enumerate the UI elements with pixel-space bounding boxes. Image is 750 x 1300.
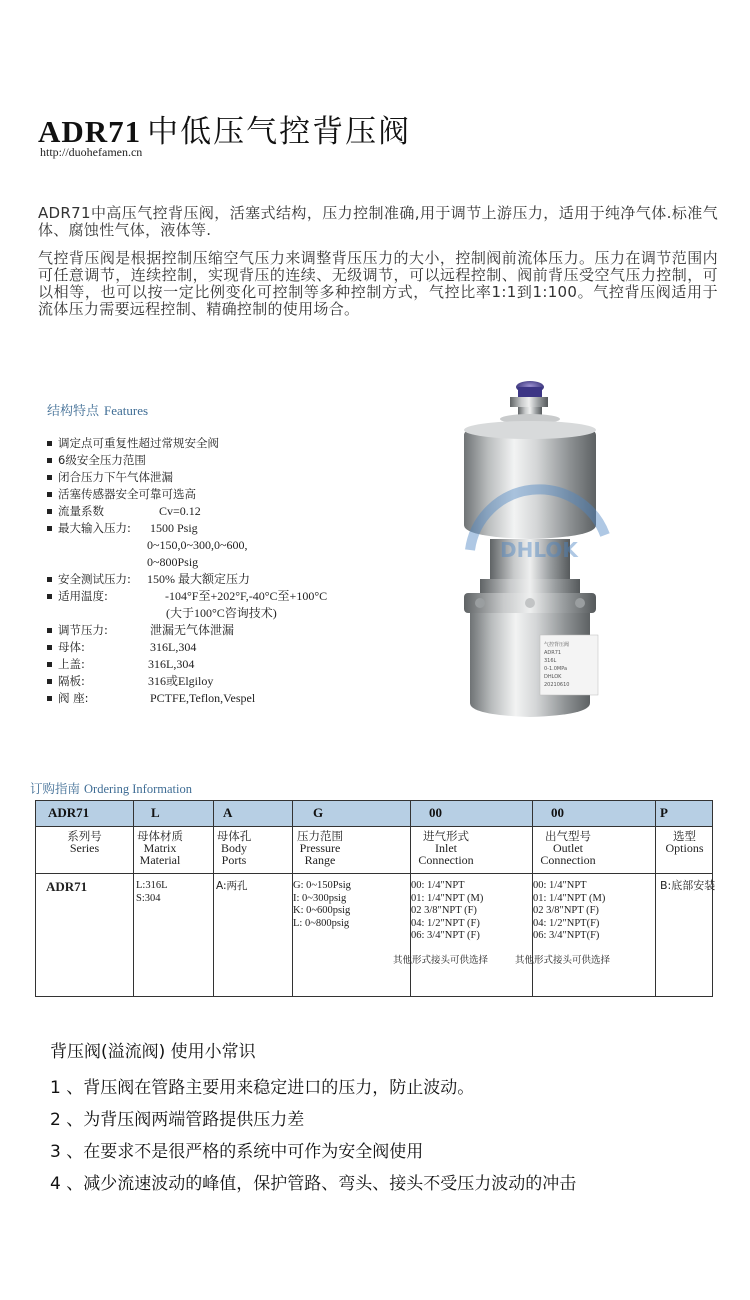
tip-item: 1 、背压阀在管路主要用来稳定进口的压力，防止波动。 [50, 1078, 475, 1098]
bolt-icon [525, 598, 535, 608]
feature-value: 150% 最大额定压力 [147, 572, 250, 586]
bullet-icon [47, 509, 52, 514]
feature-item-continued [47, 537, 447, 554]
features-list [47, 435, 447, 707]
feature-value: 316L,304 [148, 657, 195, 671]
feature-label: 6级安全压力范围 [58, 453, 146, 467]
feature-value: 0~150,0~300,0~600, [147, 538, 248, 552]
feature-label: 适用温度: [58, 589, 108, 603]
bullet-icon [47, 526, 52, 531]
bullet-icon [47, 594, 52, 599]
column-caption-en: Series [69, 841, 100, 855]
column-caption [533, 830, 603, 866]
column-code: P [660, 805, 668, 820]
feature-item [47, 639, 447, 656]
tip-item: 2 、为背压阀两端管路提供压力差 [50, 1110, 305, 1130]
column-caption [411, 830, 481, 866]
column-caption-en: Outlet Connection [540, 841, 596, 867]
table-note: 其他形式接头可供选择 [393, 955, 489, 966]
column-code: A [223, 805, 233, 820]
table-note: 其他形式接头可供选择 [515, 955, 611, 966]
bullet-icon [47, 696, 52, 701]
bullet-icon [47, 679, 52, 684]
website-url: http://duohefamen.cn [40, 145, 143, 159]
table-cell: B:底部安装 [660, 879, 716, 892]
feature-item [47, 469, 447, 486]
table-column-inlet [393, 801, 532, 996]
feature-label: 调节压力: [58, 623, 108, 637]
bullet-icon [47, 441, 52, 446]
feature-label: 上盖: [58, 657, 85, 671]
watermark-text: DHLOK [500, 538, 578, 562]
bullet-icon [47, 645, 52, 650]
features-heading-zh: 结构特点 [47, 404, 100, 419]
bullet-icon [47, 662, 52, 667]
bolt-icon [475, 598, 485, 608]
bullet-icon [47, 492, 52, 497]
column-caption-zh: 进气形式 [423, 829, 469, 843]
column-caption-zh: 母体材质 [137, 829, 183, 843]
feature-item-continued [47, 554, 447, 571]
column-caption [134, 830, 186, 866]
column-caption [293, 830, 347, 866]
nameplate-line: 0-1.0MPa [544, 666, 568, 672]
feature-label: 调定点可重复性超过常规安全阀 [58, 436, 219, 450]
product-name: 中低压气控背压阀 [147, 114, 412, 150]
table-column-material [133, 801, 213, 996]
ordering-heading-zh: 订购指南 [30, 781, 81, 796]
feature-item [47, 571, 447, 588]
feature-label: 闭合压力下午气体泄漏 [58, 470, 173, 484]
nameplate-line: DHLOK [544, 674, 562, 680]
column-caption-zh: 出气型号 [545, 829, 591, 843]
feature-label: 隔板: [58, 674, 85, 688]
feature-item [47, 673, 447, 690]
feature-item [47, 520, 447, 537]
column-caption-en: Matrix Material [139, 841, 181, 867]
table-column-options [655, 801, 716, 996]
column-caption-zh: 选型 [673, 829, 696, 843]
bolt-icon [575, 598, 585, 608]
table-column-pressure [292, 801, 410, 996]
table-cell: 00: 1/4"NPT 01: 1/4"NPT (M) 02 3/8"NPT (F) 04: 1/2"NPT (F) 06: 3/4"NPT (F) [411, 880, 484, 941]
column-code: 00 [429, 805, 442, 820]
nameplate-line: 316L [544, 658, 557, 664]
ordering-table [35, 800, 716, 997]
tip-item: 4 、减少流速波动的峰值，保护管路、弯头、接头不受压力波动的冲击 [50, 1174, 577, 1194]
feature-value: -104°F至+202°F,-40°C至+100°C [165, 589, 328, 603]
bullet-icon [47, 628, 52, 633]
column-caption [214, 830, 254, 866]
table-cell: A:两孔 [216, 880, 248, 892]
feature-value: (大于100°C咨询技术) [166, 606, 277, 620]
feature-item [47, 452, 447, 469]
feature-value: PCTFE,Teflon,Vespel [150, 691, 256, 705]
feature-label: 活塞传感器安全可靠可选高 [58, 487, 196, 501]
feature-item [47, 486, 447, 503]
column-caption-zh: 母体孔 [216, 829, 252, 843]
intro-paragraph-1: ADR71中高压气控背压阀，活塞式结构，压力控制准确,用于调节上游压力，适用于纯净气体.标准气体、腐蚀性气体，液体等. [38, 204, 718, 239]
feature-label: 安全测试压力: [58, 572, 131, 586]
table-column-series [36, 801, 133, 996]
ordering-heading-en: Ordering Information [84, 782, 192, 796]
valve-product-image [440, 375, 630, 720]
column-code: G [313, 805, 324, 820]
column-caption [656, 830, 713, 854]
features-heading-en: Features [104, 403, 149, 418]
bullet-icon [47, 475, 52, 480]
features-heading [47, 400, 148, 419]
feature-label: 阀 座: [58, 691, 89, 705]
intro-paragraph-2: 气控背压阀是根据控制压缩空气压力来调整背压压力的大小，控制阀前流体压力。压力在调节范围内可任意调节，连续控制，实现背压的连续、无级调节，可以远程控制、阀前背压受空气压力控制，可以相等，也可以按一定比例变化可控制等多种控制方式，气控比率1:1到1:100。气控背压阀适用于流体压力需要远程控制、精确控制的使用场合。 [38, 249, 718, 318]
feature-item-continued [47, 605, 447, 622]
feature-item [47, 622, 447, 639]
feature-item [47, 588, 447, 605]
table-column-ports [213, 801, 292, 996]
feature-value: 0~800Psig [147, 555, 199, 569]
column-caption [36, 830, 133, 854]
column-caption-en: Inlet Connection [418, 841, 474, 867]
feature-value: 1500 Psig [150, 521, 198, 535]
feature-value: Cv=0.12 [159, 504, 201, 518]
column-caption-zh: 系列号 [67, 829, 102, 843]
feature-value: 316或Elgiloy [148, 674, 214, 688]
feature-item [47, 656, 447, 673]
tips-title: 背压阀(溢流阀) 使用小常识 [50, 1042, 256, 1062]
feature-label: 母体: [58, 640, 85, 654]
tip-item: 3 、在要求不是很严格的系统中可作为安全阀使用 [50, 1142, 424, 1162]
ordering-heading [30, 779, 192, 797]
table-cell: 00: 1/4"NPT 01: 1/4"NPT (M) 02 3/8"NPT (F) 04: 1/2"NPT(F) 06: 3/4"NPT(F) [533, 880, 606, 941]
column-code: L [151, 805, 160, 820]
feature-label: 最大输入压力: [58, 521, 131, 535]
nameplate-line: 气控背压阀 [544, 642, 570, 648]
column-caption-en: Pressure Range [299, 841, 341, 867]
table-cell: G: 0~150Psig I: 0~300psig K: 0~600psig L: 0~800psig [293, 880, 351, 929]
usage-tips [50, 1040, 730, 1200]
column-caption-zh: 压力范围 [297, 829, 343, 843]
nameplate-line: ADR71 [544, 650, 562, 656]
feature-value: 泄漏无气体泄漏 [150, 623, 235, 637]
feature-label: 流量系数 [58, 504, 104, 518]
table-cell: ADR71 [46, 879, 88, 894]
feature-value: 316L,304 [150, 640, 197, 654]
column-code: 00 [551, 805, 564, 820]
column-caption-en: Body Ports [220, 841, 247, 867]
bullet-icon [47, 458, 52, 463]
table-column-outlet [515, 801, 655, 996]
bullet-icon [47, 577, 52, 582]
product-code: ADR71 [38, 114, 142, 149]
feature-item [47, 435, 447, 452]
feature-item [47, 690, 447, 707]
nameplate-line: 20210610 [544, 682, 570, 688]
table-cell: L:316L S:304 [136, 880, 168, 904]
column-code: ADR71 [48, 805, 90, 820]
feature-item [47, 503, 447, 520]
column-caption-en: Options [665, 841, 704, 855]
